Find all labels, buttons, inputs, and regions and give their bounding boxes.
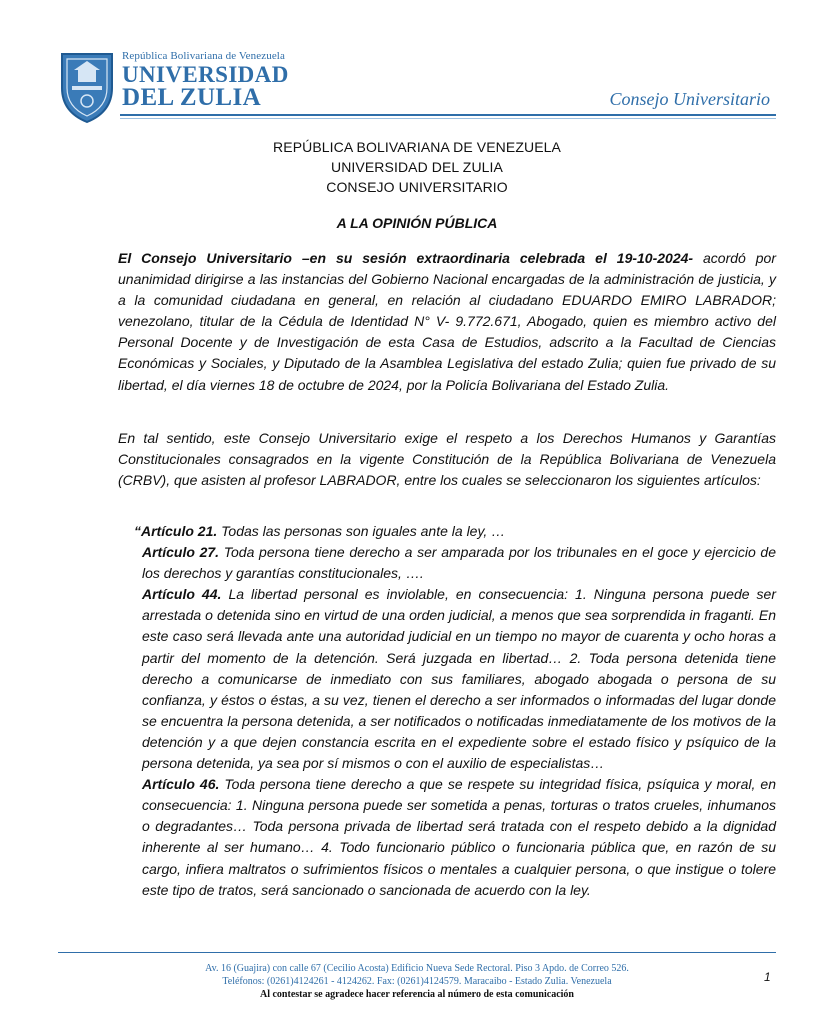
paragraph-1-text: acordó por unanimidad dirigirse a las instancias del Gobierno Nacional encargadas de la administración de justicia, y a la comunidad ciudadana en general, en relación al ciudadano EDUARDO EMIRO LABRADOR; venezolano, titular de la Cédula de Identidad N° V- 9.772.671, Abogado, quien es miembro activo del Personal Docente y de Investigación de esta Casa de Estudios, adscrito a la Facultad de Ciencias Económicas y Sociales, y Diputado de la Asamblea Legislativa del estado Zulia; quien fue privado de su libertad, el día viernes 18 de octubre de 2024, por la Policía Bolivariana del Estado Zulia. [118, 250, 776, 393]
council-header: Consejo Universitario [609, 89, 770, 109]
university-name-line2: DEL ZULIA [122, 84, 262, 111]
document-heading: A LA OPINIÓN PÚBLICA [336, 215, 498, 231]
footer-phones: Teléfonos: (0261)4124261 - 4124262. Fax: (0261)4124579. Maracaibo - Estado Zulia. Venezuela [222, 976, 612, 987]
paragraph-2: En tal sentido, este Consejo Universitario exige el respeto a los Derechos Humanos y Garantías Constitucionales consagrados en la vigente Constitución de la República Bolivariana de Venezuela (CRBV), que asisten al profesor LABRADOR, entre los cuales se seleccionaron los siguientes artículos: [118, 430, 776, 489]
title-line-republic: REPÚBLICA BOLIVARIANA DE VENEZUELA [273, 139, 561, 155]
article-label: Artículo 27. [142, 544, 220, 561]
paragraph-1 [118, 248, 776, 396]
country-name: República Bolivariana de Venezuela [122, 50, 285, 62]
footer-divider [58, 952, 776, 953]
article-44 [142, 584, 776, 774]
article-27 [142, 542, 776, 584]
header-divider-thin [120, 118, 776, 119]
article-text: La libertad personal es inviolable, en consecuencia: 1. Ninguna persona puede ser arrestada o detenida sino en virtud de una orden judicial, a menos que sea sorprendida in fraganti. En este caso será llevada ante una autoridad judicial en un tiempo no mayor de cuarenta y ocho horas a partir del momento de la detención. Será juzgada en libertad… 2. Toda persona detenida tiene derecho a comunicarse de inmediato con sus familiares, abogado abogada o persona de su confianza, y éstos o éstas, a su vez, tienen el derecho a ser informados o informadas del lugar donde se encuentra la persona detenida, a ser notificados o notificadas inmediatamente de los motivos de la detención y a que dejen constancia escrita en el expediente sobre el estado físico y psíquico de la persona detenida, ya sea por sí mismos o con el auxilio de especialistas… [142, 586, 776, 772]
footer-reference-note: Al contestar se agradece hacer referencia al número de esta comunicación [259, 989, 574, 1000]
articles-quote [134, 521, 776, 901]
footer-address: Av. 16 (Guajira) con calle 67 (Cecilio Acosta) Edificio Nueva Sede Rectoral. Piso 3 Apdo. de Correo 526. [205, 963, 629, 974]
article-text: Toda persona tiene derecho a ser amparada por los tribunales en el goce y ejercicio de los derechos y garantías constitucionales, …. [142, 544, 777, 582]
university-seal-logo [58, 48, 116, 124]
article-label: Artículo 44. [142, 586, 222, 603]
article-21 [134, 521, 776, 542]
title-line-university: UNIVERSIDAD DEL ZULIA [331, 159, 503, 175]
university-name-line1: UNIVERSIDAD [122, 62, 289, 87]
article-46 [142, 774, 776, 901]
university-brand [122, 50, 289, 111]
footer-address-block [0, 962, 834, 1001]
header-divider [120, 114, 776, 116]
article-text: Todas las personas son iguales ante la ley, … [217, 523, 506, 539]
document-title-block [0, 137, 834, 197]
article-label: Artículo 46. [142, 776, 220, 793]
page-number: 1 [764, 970, 771, 984]
paragraph-1-bold-lead: El Consejo Universitario –en su sesión extraordinaria celebrada el 19-10-2024- [118, 250, 694, 266]
article-label: “Artículo 21. [134, 523, 218, 539]
article-text: Toda persona tiene derecho a que se respete su integridad física, psíquica y moral, en consecuencia: 1. Ninguna persona puede ser sometida a penas, torturas o tratos crueles, inhumanos o degradantes… Toda persona privada de libertad será tratada con el respeto debido a la dignidad inherente al ser humano… 4. Todo funcionario público o funcionaria pública que, en razón de su cargo, infiera maltratos o sufrimientos físicos o mentales a cualquier persona, o que instigue o tolere este tipo de tratos, será sancionado o sancionada de acuerdo con la ley. [142, 776, 776, 898]
title-line-council: CONSEJO UNIVERSITARIO [326, 179, 508, 195]
